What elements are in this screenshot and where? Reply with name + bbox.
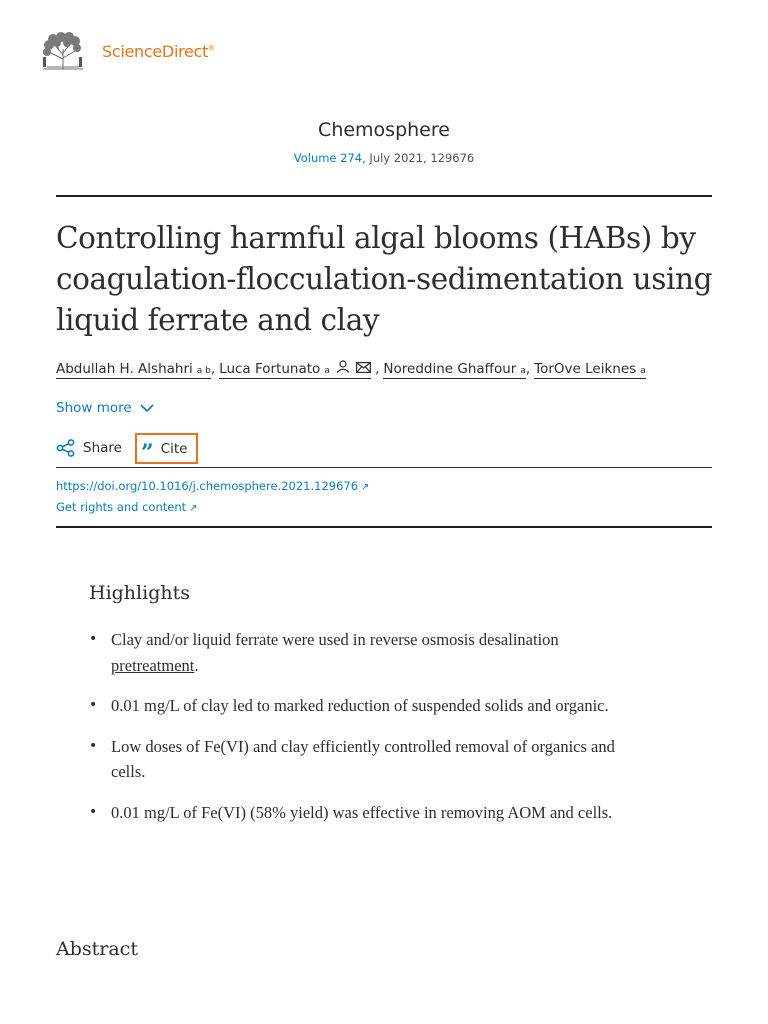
author-link[interactable]: Abdullah H. Alshahri a b (56, 361, 211, 377)
journal-name[interactable]: Chemosphere (318, 119, 450, 141)
volume-link[interactable]: Volume 274 (293, 151, 363, 165)
article-title: Controlling harmful algal blooms (HABs) by coagulation-flocculation-sedimentation using liquid ferrate and clay (56, 221, 713, 337)
cite-button[interactable]: ” Cite (135, 433, 198, 464)
divider (56, 467, 712, 468)
issue-details: , July 2021, 129676 (362, 151, 475, 165)
rights-link[interactable]: Get rights and content ↗ (56, 500, 198, 514)
external-arrow-icon: ↗ (361, 482, 370, 493)
mail-icon (356, 362, 371, 373)
highlights-heading: Highlights (89, 582, 190, 604)
issue-info (0, 151, 768, 165)
quote-icon: ” (141, 439, 154, 466)
person-icon (336, 360, 350, 373)
site-header (39, 30, 215, 72)
pretreatment-link[interactable]: pretreatment (111, 655, 195, 675)
list-item: • Low doses of Fe(VI) and clay efficiently controlled removal of organics and cells. (89, 734, 629, 785)
list-item: • Clay and/or liquid ferrate were used in reverse osmosis desalination pretreatment. (89, 627, 629, 678)
divider (56, 195, 712, 197)
doi-link[interactable]: https://doi.org/10.1016/j.chemosphere.2021.129676 ↗ (56, 479, 370, 493)
share-icon (56, 439, 75, 457)
author-link[interactable]: TorOve Leiknes a (534, 361, 646, 377)
highlights-list (89, 627, 629, 840)
divider (56, 526, 712, 528)
list-item: • 0.01 mg/L of Fe(VI) (58% yield) was effective in removing AOM and cells. (89, 800, 629, 826)
share-button[interactable]: Share (56, 437, 122, 459)
chevron-down-icon (140, 404, 154, 413)
author-list: Abdullah H. Alshahri a b , Luca Fortunato a , Noreddine Ghaffour a , TorOve Leiknes a (56, 361, 646, 377)
list-item: • 0.01 mg/L of clay led to marked reduction of suspended solids and organic. (89, 693, 629, 719)
author-link[interactable]: Noreddine Ghaffour a (383, 361, 526, 377)
external-arrow-icon: ↗ (189, 503, 198, 514)
brand-name[interactable]: ScienceDirect® (102, 41, 215, 61)
elsevier-tree-logo[interactable] (39, 31, 87, 71)
show-more-button[interactable]: Show more (56, 400, 154, 416)
author-link[interactable]: Luca Fortunato a (219, 360, 371, 379)
abstract-heading: Abstract (56, 938, 138, 960)
